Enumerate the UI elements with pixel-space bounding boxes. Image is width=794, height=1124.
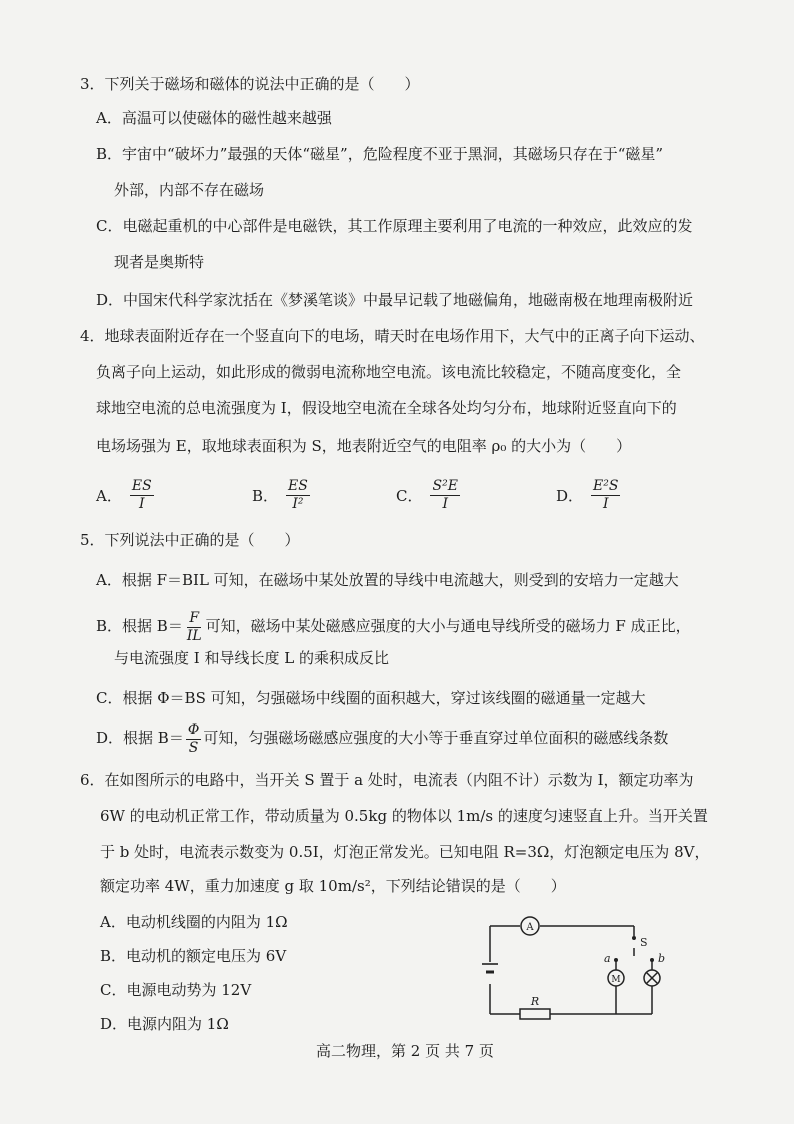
fraction-denominator: I² [292,496,304,512]
q4-line1: 4．地球表面附近存在一个竖直向下的电场，晴天时在电场作用下，大气中的正离子向下运动、 [80,327,705,345]
q6-option-c: C．电源电动势为 12V [100,981,252,999]
q4-option-a-fraction [130,478,154,513]
fraction-numerator: ES [131,478,152,494]
q5-stem: 5．下列说法中正确的是（ ） [80,531,300,549]
q3-option-c-line2: 现者是奥斯特 [114,253,205,271]
q6-line4: 额定功率 4W，重力加速度 g 取 10m/s²，下列结论错误的是（ ） [100,877,566,895]
q5-option-b-line1 [96,608,691,645]
q3-stem: 3．下列关于磁场和磁体的说法中正确的是（ ） [80,75,420,93]
q4-option-c-fraction [430,478,459,513]
page-footer: 高二物理，第 2 页 共 7 页 [316,1042,494,1060]
fraction-numerator: Φ [187,721,200,738]
q4-option-c [396,478,462,513]
fraction-denominator: S [188,739,199,756]
q4-line4: 电场场强为 E，取地球表面积为 S，地表附近空气的电阻率 ρ₀ 的大小为（ ） [96,437,632,455]
resistor-icon [520,1009,550,1019]
q4-option-d-fraction [591,478,620,513]
q6-line2: 6W 的电动机正常工作，带动质量为 0.5kg 的物体以 1m/s 的速度匀速竖直上升。当开关置 [100,807,708,825]
ammeter-label: A [526,922,534,933]
q5-option-b-line2: 与电流强度 I 和导线长度 L 的乘积成反比 [114,649,389,667]
q4-option-b-label: B． [252,487,279,505]
fraction-numerator: S²E [432,478,458,494]
q3-option-c-line1: C．电磁起重机的中心部件是电磁铁，其工作原理主要利用了电流的一种效应，此效应的发 [96,217,693,235]
q3-option-b-line1: B．宇宙中“破坏力”最强的天体“磁星”，危险程度不亚于黑洞，其磁场只存在于“磁星” [96,145,664,163]
q3-option-d: D．中国宋代科学家沈括在《梦溪笔谈》中最早记载了地磁偏角，地磁南极在地理南极附近 [96,291,694,309]
q6-option-a: A．电动机线圈的内阻为 1Ω [100,913,288,931]
switch-label: S [640,936,648,949]
fraction-denominator: I [138,496,145,512]
q4-option-d-label: D． [556,487,584,505]
q5-d-prefix: D．根据 B＝ [96,729,184,747]
q5-option-d [96,720,668,757]
q3-option-a: A．高温可以使磁体的磁性越来越强 [96,109,332,127]
q5-b-suffix: 可知，磁场中某处磁感应强度的大小与通电导线所受的磁场力 F 成正比， [205,617,691,635]
fraction-denominator: I [602,496,609,512]
q6-line3: 于 b 处时，电流表示数变为 0.5I，灯泡正常发光。已知电阻 R=3Ω，灯泡额定电压为 8V， [100,843,710,861]
fraction-numerator: F [189,609,200,626]
contact-a-icon [614,958,618,962]
fraction-denominator: IL [186,627,202,644]
q5-b-prefix: B．根据 B＝ [96,617,183,635]
switch-contact-icon [632,936,636,940]
q5-option-c: C．根据 Φ＝BS 可知，匀强磁场中线圈的面积越大，穿过该线圈的磁通量一定越大 [96,689,646,707]
q4-option-b-fraction [286,478,310,513]
q5-d-fraction [186,722,201,757]
fraction-numerator: ES [288,478,308,494]
q4-line2: 负离子向上运动，如此形成的微弱电流称地空电流。该电流比较稳定，不随高度变化，全 [96,363,682,381]
circuit-diagram [476,908,686,1028]
q6-line1: 6．在如图所示的电路中，当开关 S 置于 a 处时，电流表（内阻不计）示数为 I，额定功率为 [80,771,694,789]
q4-option-a-label: A． [96,487,122,505]
q4-line3: 球地空电流的总电流强度为 I，假设地空电流在全球各处均匀分布，地球附近竖直向下的 [96,399,677,417]
q4-option-a [96,478,156,513]
resistor-label: R [530,995,540,1008]
q4-option-d [556,478,622,513]
contact-b-icon [650,958,654,962]
q3-option-b-line2: 外部，内部不存在磁场 [114,181,265,199]
fraction-numerator: E²S [593,478,619,494]
q4-option-c-label: C． [396,487,423,505]
q6-option-b: B．电动机的额定电压为 6V [100,947,287,965]
q5-option-a: A．根据 F＝BIL 可知，在磁场中某处放置的导线中电流越大，则受到的安培力一定越大 [96,571,679,589]
q6-option-d: D．电源内阻为 1Ω [100,1015,229,1033]
q5-d-suffix: 可知，匀强磁场磁感应强度的大小等于垂直穿过单位面积的磁感线条数 [203,729,669,747]
contact-b-label: b [658,952,666,965]
fraction-denominator: I [442,496,448,512]
q5-b-fraction [185,610,204,645]
motor-label: M [611,975,621,985]
contact-a-label: a [604,952,611,965]
q4-option-b [252,478,312,513]
